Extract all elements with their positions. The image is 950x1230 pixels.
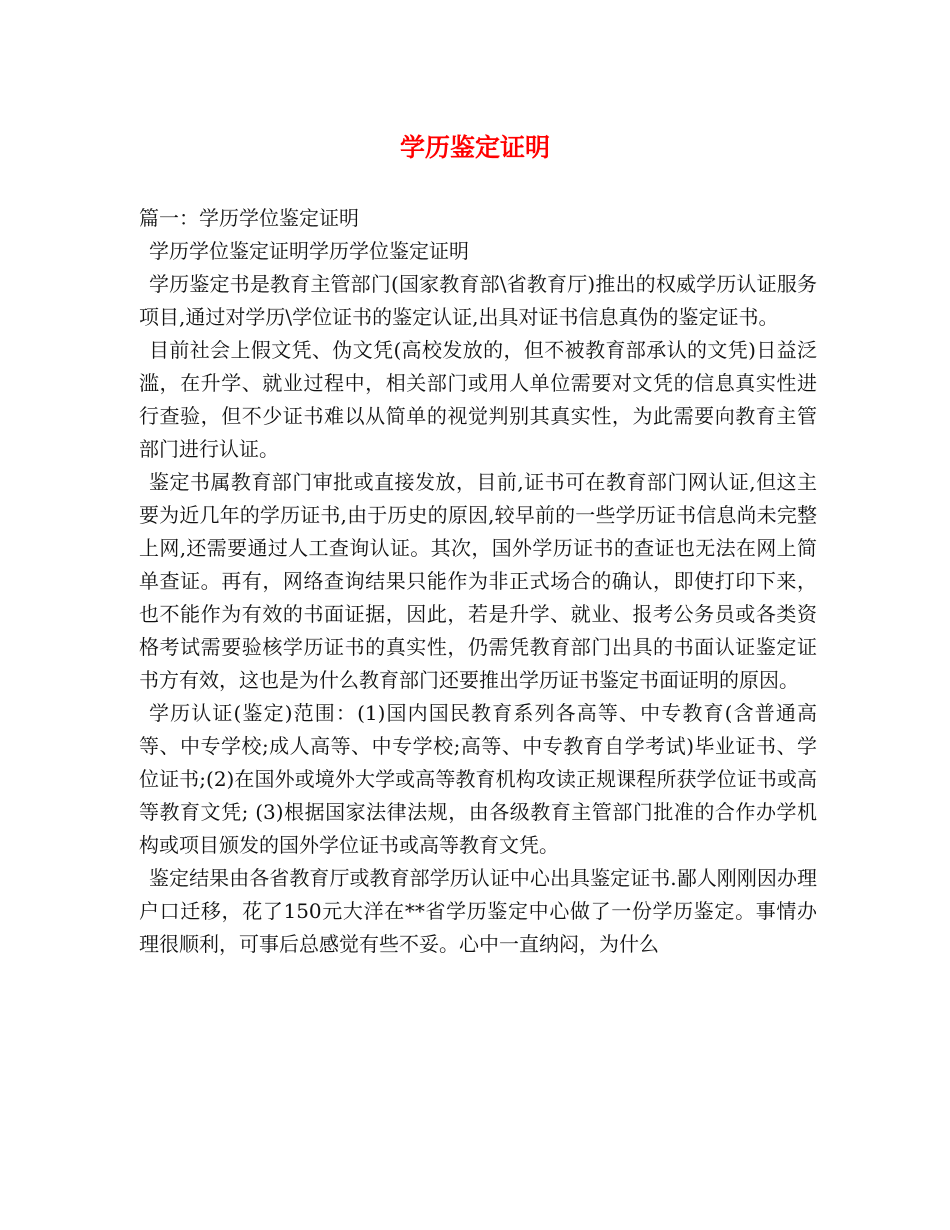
- paragraph: 鉴定结果由各省教育厅或教育部学历认证中心出具鉴定证书.鄙人刚刚因办理户口迁移，花了150元大洋在**省学历鉴定中心做了一份学历鉴定。事情办理很顺利，可事后总感觉有些不妥。心中一直纳闷，为什么: [139, 866, 817, 956]
- paragraph: 目前社会上假文凭、伪文凭(高校发放的，但不被教育部承认的文凭)日益泛滥，在升学、就业过程中，相关部门或用人单位需要对文凭的信息真实性进行查验，但不少证书难以从简单的视觉判别其真实性，为此需要向教育主管部门进行认证。: [139, 338, 817, 461]
- paragraph: 鉴定书属教育部门审批或直接发放，目前,证书可在教育部门网认证,但这主要为近几年的学历证书,由于历史的原因,较早前的一些学历证书信息尚未完整上网,还需要通过人工查询认证。其次，国外学历证书的查证也无法在网上简单查证。再有，网络查询结果只能作为非正式场合的确认，即使打印下来，也不能作为有效的书面证据，因此，若是升学、就业、报考公务员或各类资格考试需要验核学历证书的真实性，仍需凭教育部门出具的书面认证鉴定证书方有效，这也是为什么教育部门还要推出学历证书鉴定书面证明的原因。: [139, 470, 817, 692]
- paragraph: 学历认证(鉴定)范围：(1)国内国民教育系列各高等、中专教育(含普通高等、中专学校;成人高等、中专学校;高等、中专教育自学考试)毕业证书、学位证书;(2)在国外或境外大学或高等教育机构攻读正规课程所获学位证书或高等教育文凭; (3)根据国家法律法规，由各级教育主管部门批准的合作办学机构或项目颁发的国外学位证书或高等教育文凭。: [139, 701, 817, 857]
- paragraph-heading: 篇一：学历学位鉴定证明: [139, 206, 359, 230]
- document-body: [139, 202, 817, 961]
- paragraph: 学历学位鉴定证明学历学位鉴定证明: [149, 239, 469, 263]
- document-title: 学历鉴定证明: [399, 133, 550, 162]
- paragraph: 学历鉴定书是教育主管部门(国家教育部\省教育厅)推出的权威学历认证服务项目,通过对学历\学位证书的鉴定认证,出具对证书信息真伪的鉴定证书。: [139, 272, 817, 329]
